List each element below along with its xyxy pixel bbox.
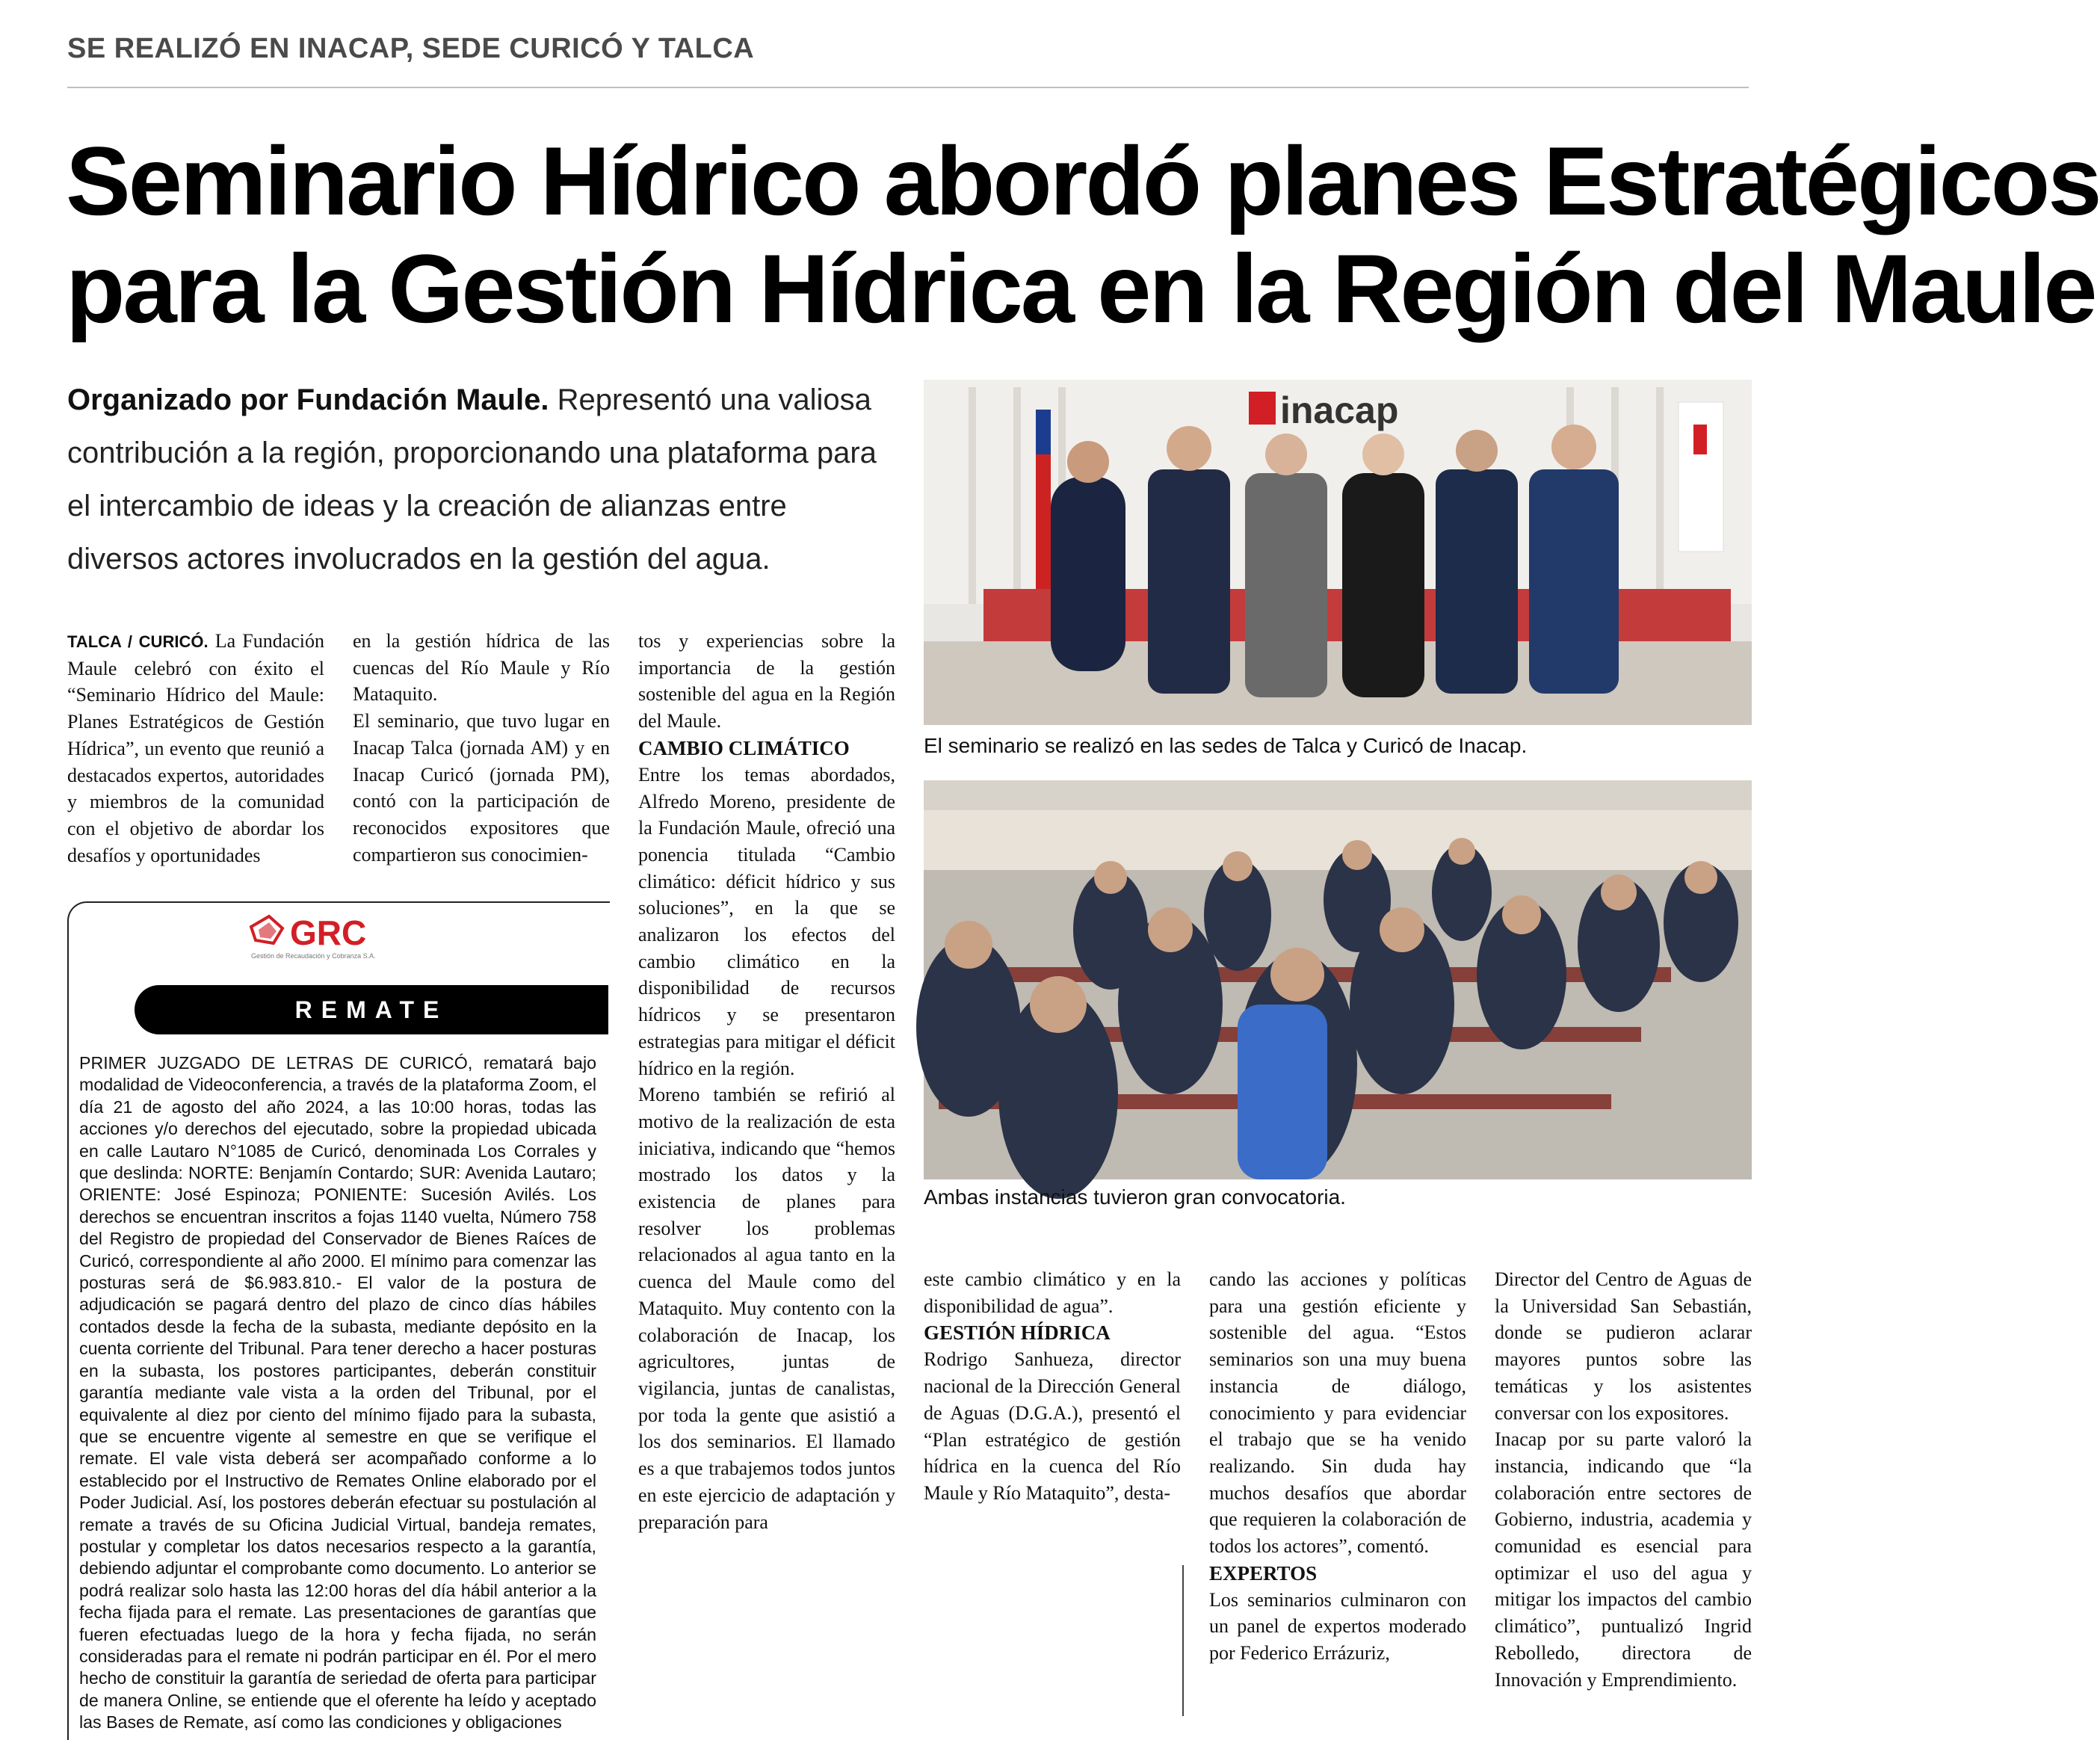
- article-col-2-p2: El seminario, que tuvo lugar en Inacap Talca (jornada AM) y en Inacap Curicó (jornada PM), contó con la participación de reconocidos expositores que compartieron sus conocimien-: [353, 710, 610, 866]
- article-col-4: [924, 1266, 1181, 1507]
- article-col-5: [1209, 1266, 1466, 1667]
- article-col-1-text: La Fundación Maule celebró con éxito el “Seminario Hídrico del Maule: Planes Estratégicos de Gestión Hídrica”, un evento que reunió a destacados expertos, autoridades y miembros de la comunidad con el objetivo de abordar los desafíos y oportunidades: [67, 630, 324, 866]
- photo-audience: [924, 780, 1752, 1179]
- article-col-3: [638, 628, 895, 1535]
- photo-audience-caption: Ambas instancias tuvieron gran convocatoria.: [924, 1185, 1346, 1209]
- column-divider: [1182, 1565, 1184, 1716]
- article-col-1: [67, 628, 324, 869]
- subhead-expertos: EXPERTOS: [1209, 1561, 1318, 1585]
- headline: [66, 126, 2100, 343]
- remate-ad-text: PRIMER JUZGADO DE LETRAS DE CURICÓ, rematará bajo modalidad de Videoconferencia, a través de la plataforma Zoom, el día 21 de agosto del año 2024, a las 10:00 horas, todas las acciones y/o derechos del ejecutado, sobre la propiedad ubicada en calle Lautaro N°1085 de Curicó, denominada Los Corrales y que deslinda: NORTE: Benjamín Contardo; SUR: Avenida Lautaro; ORIENTE: José Espinoza; PONIENTE: Sucesión Avilés. Los derechos se encuentran inscritos a fojas 1140 vuelta, Número 758 del Registro de propiedad del Conservador de Bienes Raíces de Curicó, correspondiente al año 2000. El mínimo para comenzar las posturas será de $6.983.810.- El valor de la postura de adjudicación se pagará dentro del plazo de cinco días hábiles contados desde la fecha de la subasta, mediante depósito en la cuenta corriente del Tribunal. Para tener derecho a hacer posturas en la subasta, los postores participantes, deberán constituir garantía mediante vale vista a la orden del Tribunal, por el equivalente al diez por ciento del mínimo fijado para la subasta, que se encuentre vigente al semestre en que se verifique el remate. El vale vista deberá ser acompañado conforme a lo establecido por el Instructivo de Remates Online elaborado por el Poder Judicial. Así, los postores deberán efectuar su postulación al remate a través de su Oficina Judicial Virtual, bandeja remates, postular y completar los datos necesarios respecto a la garantía, debiendo adjuntar el comprobante como documento. Lo anterior se podrá realizar solo hasta las 12:00 horas del día hábil anterior a la fecha fijada para el remate. Las presentaciones de garantías que fueren efectuadas luego de la hora y fecha fijada, no serán consideradas para el remate ni podrán participar en él. Por el mero hecho de constituir la garantía de seriedad de oferta para participar de manera Online, se entiende que el oferente ha leído y aceptado las Bases de Remate, así como las condiciones y obligaciones: [79, 1053, 596, 1733]
- grc-logo-mark: [247, 910, 426, 963]
- article-col-2: [353, 628, 610, 868]
- kicker: SE REALIZÓ EN INACAP, SEDE CURICÓ Y TALCA: [67, 33, 755, 64]
- headline-line-1: Seminario Hídrico abordó planes Estratégicos: [66, 126, 2100, 235]
- photo-speakers-caption: El seminario se realizó en las sedes de Talca y Curicó de Inacap.: [924, 734, 1528, 757]
- article-col-3-p1: tos y experiencias sobre la importancia de la gestión sostenible del agua en la Región del Maule.: [638, 630, 895, 732]
- lead-text: Representó una valiosa contribución a la región, proporcionando una plataforma para el intercambio de ideas y la creación de alianzas entre diversos actores involucrados en la gestión del agua.: [67, 383, 877, 576]
- grc-logo: [247, 910, 426, 963]
- lead-bold: Organizado por Fundación Maule.: [67, 383, 549, 416]
- article-col-6-p2: Inacap por su parte valoró la instancia, indicando que “la colaboración entre sectores de Gobierno, industria, academia y comunidad es esencial para optimizar el uso del agua y mitigar los impactos del cambio climático”, puntualizó Ingrid Rebolledo, directora de Innovación y Emprendimiento.: [1495, 1428, 1752, 1691]
- article-col-5-p1: cando las acciones y políticas para una gestión eficiente y sostenible del agua. “Estos seminarios son una muy buena instancia de diálogo, conocimiento y para evidenciar el trabajo que se ha venido realizando. Sin duda hay muchos desafíos que abordar que requieren la colaboración de todos los actores”, comentó.: [1209, 1268, 1466, 1558]
- dateline: TALCA / CURICÓ.: [67, 632, 209, 651]
- article-col-5-p2: Los seminarios culminaron con un panel de expertos moderado por Federico Errázuriz,: [1209, 1588, 1466, 1665]
- inacap-logo-text: inacap: [1280, 389, 1399, 431]
- photo-speakers-illustration: [924, 380, 1752, 725]
- photo-audience-illustration: [924, 780, 1752, 1179]
- photo-speakers: [924, 380, 1752, 725]
- grc-logo-subtext: Gestión de Recaudación y Cobranza S.A.: [251, 952, 376, 960]
- article-col-6-p1: Director del Centro de Aguas de la Universidad San Sebastián, donde se pudieron aclarar mayores puntos sobre las temáticas y los asistentes conversar con los expositores.: [1495, 1268, 1752, 1424]
- article-col-3-p3: Moreno también se refirió al motivo de la realización de esta iniciativa, indicando que “hemos mostrado los datos y la existencia de planes para resolver los problemas relacionados al agua tanto en la cuenca del Maule como del Mataquito. Muy contento con la colaboración de Inacap, los agricultores, juntas de vigilancia, juntas de canalistas, por toda la gente que asistió a los dos seminarios. El llamado es a que trabajemos todos juntos en este ejercicio de adaptación y preparación para: [638, 1084, 895, 1533]
- lead-paragraph: [67, 374, 897, 586]
- article-col-2-p1: en la gestión hídrica de las cuencas del Río Maule y Río Mataquito.: [353, 630, 610, 706]
- article-col-3-p2: Entre los temas abordados, Alfredo Moreno, presidente de la Fundación Maule, ofreció una ponencia titulada “Cambio climático: déficit hídrico y sus soluciones”, en la que se analizaron los efectos del cambio climático en la disponibilidad de recursos hídricos y se presentaron estrategias para mitigar el déficit hídrico en la región.: [638, 763, 895, 1079]
- article-col-4-p2: Rodrigo Sanhueza, director nacional de la Dirección General de Aguas (D.G.A.), presentó el “Plan estratégico de gestión hídrica en la cuenca del Río Maule y Río Mataquito”, desta-: [924, 1348, 1181, 1504]
- grc-logo-text: GRC: [290, 913, 367, 952]
- subhead-gestion-hidrica: GESTIÓN HÍDRICA: [924, 1321, 1111, 1345]
- headline-line-2: para la Gestión Hídrica en la Región del Maule: [66, 234, 2096, 343]
- remate-title-bar: REMATE: [135, 985, 608, 1034]
- subhead-cambio-climatico: CAMBIO CLIMÁTICO: [638, 736, 850, 759]
- article-col-4-p1: este cambio climático y en la disponibilidad de agua”.: [924, 1268, 1181, 1317]
- article-col-6: [1495, 1266, 1752, 1693]
- top-rule: [67, 87, 1749, 88]
